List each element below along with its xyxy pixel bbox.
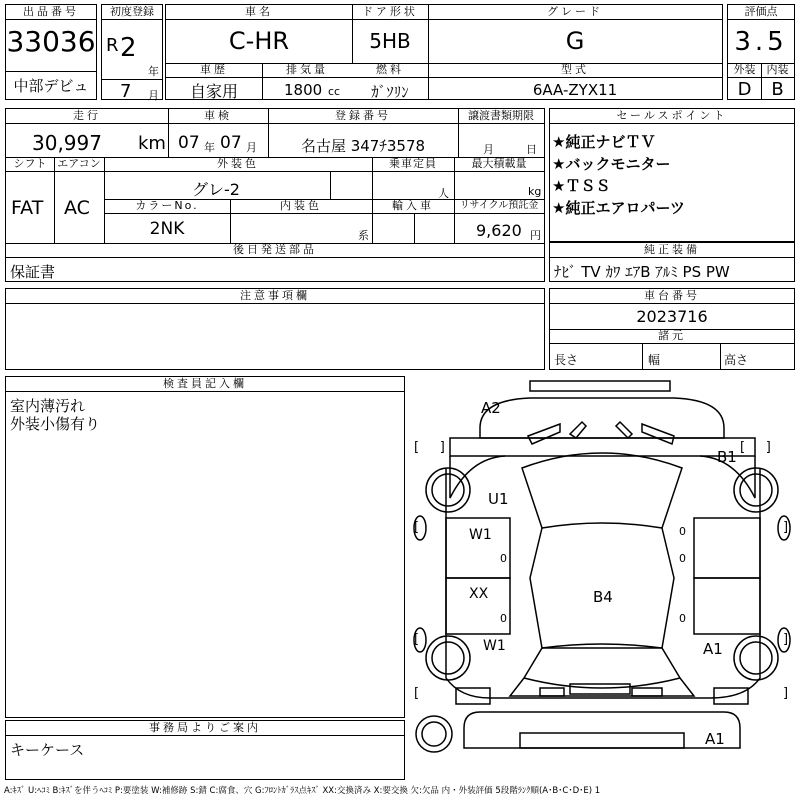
inspector-label: 検査員記入欄 bbox=[6, 377, 404, 392]
mark-zero-1: 0 bbox=[500, 552, 507, 565]
mark-w1-top: W1 bbox=[469, 527, 492, 543]
recycle-fee: 9,620 bbox=[476, 221, 522, 240]
spec-height-label: 高さ bbox=[724, 353, 749, 367]
equipment-box bbox=[549, 242, 795, 282]
exterior-color: グレ-2 bbox=[192, 180, 240, 199]
chassis-number: 2023716 bbox=[636, 307, 708, 326]
door-label: ドア形状 bbox=[352, 5, 428, 20]
mark-a2: A2 bbox=[481, 399, 501, 417]
door-type: 5HB bbox=[369, 29, 411, 53]
fuel-label: 燃料 bbox=[352, 63, 428, 78]
interior-color-label: 内装色 bbox=[230, 199, 372, 214]
mark-b4: B4 bbox=[593, 588, 613, 606]
color-label: 外装色 bbox=[104, 157, 372, 172]
mark-a1-bottom: A1 bbox=[705, 730, 725, 748]
mileage-label: 走行 bbox=[6, 109, 168, 124]
reg-label: 初度登録 bbox=[102, 5, 162, 20]
equipment-label: 純正装備 bbox=[550, 243, 794, 258]
office-label: 事務局よりご案内 bbox=[6, 721, 404, 736]
fuel: ｶﾞｿﾘﾝ bbox=[371, 83, 409, 101]
equipment-value: ﾅﾋﾞ TV ｶﾜ ｴｱB ｱﾙﾐ PS PW bbox=[554, 263, 730, 281]
registration-box bbox=[101, 4, 163, 100]
mark-zero-3: 0 bbox=[679, 552, 686, 565]
bracket-right-bot: ] bbox=[783, 686, 789, 701]
sales-point-2: ★バックモニター bbox=[552, 155, 671, 173]
spec-width-label: 幅 bbox=[648, 353, 661, 367]
history-label: 車歴 bbox=[166, 63, 262, 78]
mark-xx: XX bbox=[469, 586, 489, 602]
sales-point-3: ★ＴＳＳ bbox=[552, 177, 611, 195]
mark-zero-4: 0 bbox=[679, 612, 686, 625]
reg-year: 2 bbox=[120, 33, 137, 63]
mark-a1-right: A1 bbox=[703, 640, 723, 658]
mileage: 30,997 bbox=[32, 131, 102, 155]
bracket-left-top: [ ] bbox=[414, 440, 445, 455]
chassis-label: 車台番号 bbox=[550, 289, 794, 304]
car-name-label: 車名 bbox=[166, 5, 352, 20]
reg-month-unit: 月 bbox=[148, 89, 159, 102]
mark-b1: B1 bbox=[717, 448, 737, 466]
recycle-unit: 円 bbox=[530, 229, 541, 242]
bracket-left-mid: [ bbox=[414, 520, 420, 535]
bracket-right-top: [ ] bbox=[740, 440, 771, 455]
reg-era: R bbox=[106, 35, 119, 56]
lot-label: 出品番号 bbox=[6, 5, 96, 20]
interior-color-unit: 系 bbox=[358, 229, 369, 242]
ac-label: エアコン bbox=[54, 157, 104, 172]
insp-year: 07 bbox=[178, 133, 200, 153]
displacement-label: 排気量 bbox=[262, 63, 352, 78]
sales-point-1: ★純正ナビＴＶ bbox=[552, 133, 656, 151]
exterior-label: 外装 bbox=[728, 63, 761, 78]
interior-grade: B bbox=[771, 79, 784, 100]
insp-year-unit: 年 bbox=[204, 141, 215, 154]
mark-zero-2: 0 bbox=[500, 612, 507, 625]
grade: G bbox=[565, 27, 585, 55]
model-code: 6AA-ZYX11 bbox=[532, 81, 618, 99]
transfer-day-unit: 日 bbox=[526, 143, 537, 156]
later-parts: 保証書 bbox=[10, 263, 56, 281]
import-label: 輸入車 bbox=[372, 199, 454, 214]
legend-text: A:ｷｽﾞ U:ﾍｺﾐ B:ｷｽﾞを伴うﾍｺﾐ P:要塗装 W:補修跡 S:錆 C:腐食、穴 G:ﾌﾛﾝﾄｶﾞﾗｽ点ｷｽﾞ XX:交換済み X:要交換 欠:欠品 内・外装評価 5段階ﾗﾝｸ順(A･B･C･D･E) 1 bbox=[4, 786, 601, 796]
bracket-left-low: [ bbox=[414, 632, 420, 647]
displacement-unit: cc bbox=[328, 85, 341, 98]
specs-label: 諸元 bbox=[550, 329, 794, 344]
reg-year-unit: 年 bbox=[148, 65, 159, 78]
bracket-right-mid: ] bbox=[783, 520, 789, 535]
load-unit: kg bbox=[528, 185, 542, 198]
insp-month-unit: 月 bbox=[246, 141, 257, 154]
recycle-label: リサイクル預託金 bbox=[454, 199, 544, 214]
later-parts-label: 後日発送部品 bbox=[6, 243, 544, 258]
mark-u1: U1 bbox=[488, 490, 509, 508]
transfer-label: 譲渡書類期限 bbox=[458, 109, 544, 124]
grade-label: グレード bbox=[428, 5, 722, 20]
capacity-label: 乗車定員 bbox=[372, 157, 454, 172]
details-box bbox=[5, 108, 545, 282]
chassis-box bbox=[549, 288, 795, 370]
car-info-box bbox=[165, 4, 723, 100]
score: 3.5 bbox=[734, 27, 788, 57]
color-no: 2NK bbox=[149, 219, 185, 239]
exterior-grade: D bbox=[737, 79, 752, 100]
color-no-label: カラーNo. bbox=[104, 199, 230, 214]
mileage-unit: km bbox=[138, 133, 166, 154]
lot-note: 中部デビュ bbox=[13, 77, 89, 95]
bracket-left-bot: [ bbox=[414, 686, 420, 701]
interior-label: 内装 bbox=[761, 63, 794, 78]
inspector-line-1: 室内薄汚れ bbox=[10, 397, 86, 415]
history: 自家用 bbox=[189, 82, 238, 101]
notes-label: 注意事項欄 bbox=[6, 289, 544, 304]
mark-w1-bottom: W1 bbox=[483, 638, 506, 654]
score-label: 評価点 bbox=[728, 5, 794, 20]
spec-length-label: 長さ bbox=[554, 353, 579, 367]
bracket-right-low: ] bbox=[783, 632, 789, 647]
displacement: 1800 bbox=[284, 81, 323, 99]
score-box bbox=[727, 4, 795, 100]
office-text: キーケース bbox=[10, 741, 85, 759]
mark-zero-5: 0 bbox=[679, 525, 686, 538]
transfer-month-unit: 月 bbox=[483, 143, 494, 156]
car-name: C-HR bbox=[228, 27, 290, 55]
capacity-unit: 人 bbox=[438, 187, 449, 200]
sales-points-label: セールスポイント bbox=[550, 109, 794, 124]
load-label: 最大積載量 bbox=[454, 157, 544, 172]
ac: AC bbox=[64, 197, 90, 219]
sales-point-4: ★純正エアロパーツ bbox=[552, 199, 685, 217]
inspector-box bbox=[5, 376, 405, 718]
car-diagram bbox=[410, 378, 796, 780]
model-label: 型式 bbox=[428, 63, 722, 78]
inspector-line-2: 外装小傷有り bbox=[10, 415, 101, 433]
insp-month: 07 bbox=[220, 133, 242, 153]
office-box bbox=[5, 720, 405, 780]
lot-box bbox=[5, 4, 97, 100]
reg-month: 7 bbox=[120, 81, 132, 102]
plate-label: 登録番号 bbox=[268, 109, 458, 124]
sales-points-box bbox=[549, 108, 795, 242]
lot-number: 33036 bbox=[6, 25, 96, 58]
shift: FAT bbox=[11, 197, 44, 219]
plate: 名古屋 347ﾁ3578 bbox=[300, 137, 426, 155]
notes-box bbox=[5, 288, 545, 370]
inspection-label: 車検 bbox=[168, 109, 268, 124]
shift-label: シフト bbox=[6, 157, 54, 172]
